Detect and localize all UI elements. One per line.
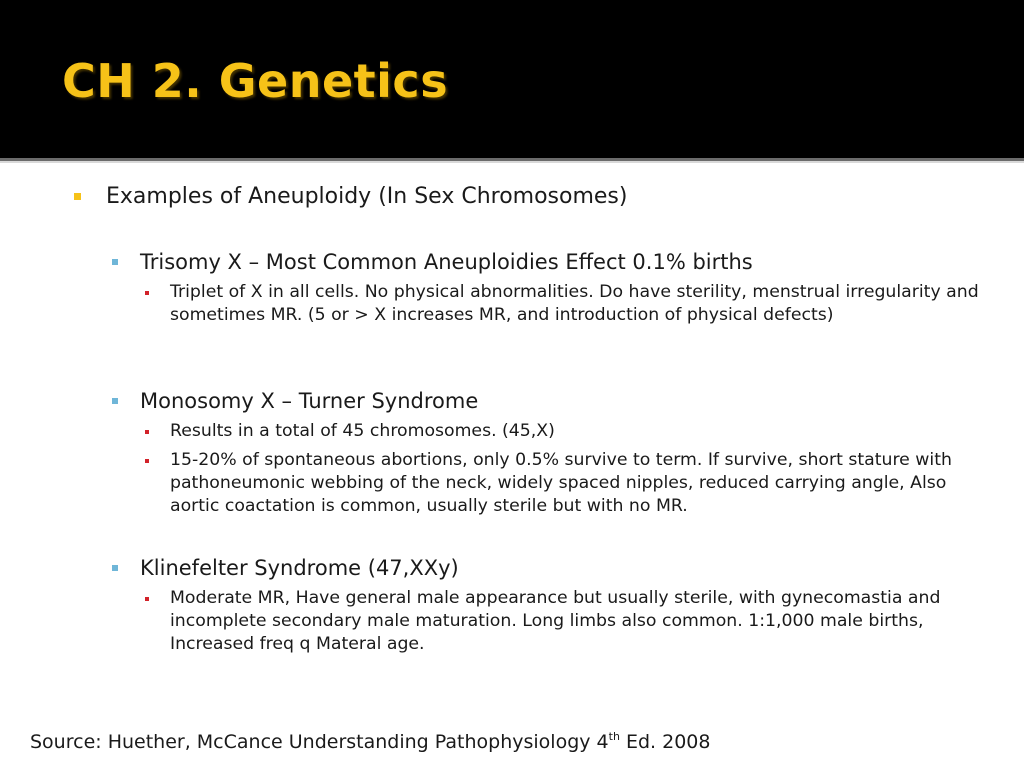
detail-point: Results in a total of 45 chromosomes. (45,X)	[170, 421, 555, 441]
main-bullet-text: Examples of Aneuploidy (In Sex Chromosomes)	[106, 184, 628, 209]
square-bullet-icon	[112, 259, 118, 265]
source-superscript: th	[608, 730, 620, 743]
section-heading-monosomy-x: Monosomy X – Turner Syndrome	[140, 389, 479, 413]
detail-point: Moderate MR, Have general male appearance but usually sterile, with gynecomastia and incomplete secondary male maturation. Long limbs also common. 1:1,000 male births, Increased freq q Materal age.	[170, 588, 941, 654]
square-bullet-icon	[145, 430, 149, 434]
slide-title: CH 2. Genetics	[62, 54, 449, 108]
square-bullet-icon	[145, 597, 149, 601]
title-bar	[0, 0, 1024, 158]
square-bullet-icon	[74, 193, 81, 200]
source-text: Source: Huether, McCance Understanding Pathophysiology 4	[30, 731, 609, 753]
section-heading-trisomy-x: Trisomy X – Most Common Aneuploidies Effect 0.1% births	[140, 250, 753, 274]
detail-point: Triplet of X in all cells. No physical abnormalities. Do have sterility, menstrual irregularity and sometimes MR. (5 or > X increases MR, and introduction of physical defects)	[170, 282, 979, 325]
header-divider-highlight	[0, 161, 1024, 163]
square-bullet-icon	[145, 291, 149, 295]
source-citation	[30, 730, 710, 754]
square-bullet-icon	[112, 565, 118, 571]
section-heading-klinefelter: Klinefelter Syndrome (47,XXy)	[140, 556, 459, 580]
source-suffix: Ed. 2008	[619, 731, 711, 753]
square-bullet-icon	[112, 398, 118, 404]
square-bullet-icon	[145, 459, 149, 463]
detail-point: 15-20% of spontaneous abortions, only 0.5% survive to term. If survive, short stature with pathoneumonic webbing of the neck, widely spaced nipples, reduced carrying angle, Also aortic coactation is common, usually sterile but with no MR.	[170, 450, 952, 516]
